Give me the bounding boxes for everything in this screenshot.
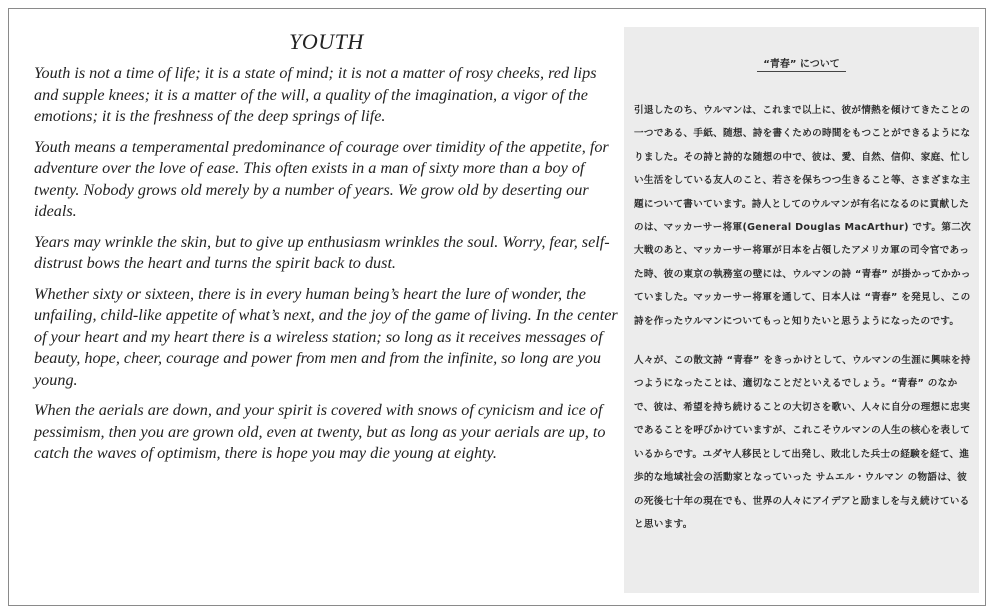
poem-title: YOUTH: [289, 29, 364, 54]
poem-paragraph: Years may wrinkle the skin, but to give up enthusiasm wrinkles the soul. Worry, fear, self-distrust bows the heart and turns the spirit back to dust.: [34, 232, 610, 272]
poem-paragraph: Youth means a temperamental predominance of courage over timidity of the appetite, for adventure over the love of ease. This often exists in a man of sixty more than a boy of twenty. Nobody grows old merely by a number of years. We grow old by deserting our ideals.: [34, 137, 609, 220]
poem-paragraph: When the aerials are down, and your spirit is covered with snows of cynicism and ice of pessimism, then you are grown old, even at twenty, but as long as your aerials are up, to catch the waves of optimism, there is hope you may die young at eighty.: [34, 401, 606, 462]
scan-title: “青春” について: [624, 55, 979, 70]
scan-paragraph: 人々が、この散文詩 “青春” をきっかけとして、ウルマンの生涯に興味を持つようになったことは、適切なことだといえるでしょう。“青春” のなかで、彼は、希望を持ち続けることの大切さを歌い、人々に自分の理想に忠実であることを呼びかけていますが、これこそウルマンの人生の核心を表しているからです。ユダヤ人移民として出発し、敗北した兵士の経験を経て、進歩的な地域社会の活動家となっていった サムエル・ウルマン の物語は、彼の死後七十年の現在でも、世界の人々にアイデアと励ましを与え続けていると思います。: [634, 355, 971, 530]
scanned-japanese-page: [624, 27, 979, 593]
poem-paragraph: Whether sixty or sixteen, there is in every human being’s heart the lure of wonder, the unfailing, child-like appetite of what’s next, and the joy of the game of living. In the center of your heart and my heart there is a wireless station; so long as it receives messages of beauty, hope, cheer, courage and power from men and from the infinite, so long are you young.: [34, 284, 618, 389]
scan-paragraph: 引退したのち、ウルマンは、これまで以上に、彼が情熱を傾けてきたことの一つである、手紙、随想、詩を書くための時間をもつことができるようになりました。その詩と詩的な随想の中で、彼は、愛、自然、信仰、家庭、忙しい生活をしている友人のこと、若さを保ちつつ生きること等、さまざまな主題について書いています。詩人としてのウルマンが有名になるのに貢献したのは、マッカーサー将軍(General Douglas MacArthur) です。第二次大戦のあと、マッカーサー将軍が日本を占領したアメリカ軍の司令官であった時、彼の東京の執務室の壁には、ウルマンの詩 “青春” が掛かってかかっていました。マッカーサー将軍を通して、日本人は “青春” を発見し、この詩を作ったウルマンについてもっと知りたいと思うようになったのです。: [634, 105, 972, 327]
poem-paragraph: Youth is not a time of life; it is a state of mind; it is not a matter of rosy cheeks, red lips and supple knees; it is a matter of the will, a quality of the imagination, a vigor of the emotions; it is the freshness of the deep springs of life.: [34, 64, 597, 125]
scan-body: [634, 99, 971, 552]
document-frame: [8, 8, 986, 606]
poem-column: [34, 29, 619, 474]
